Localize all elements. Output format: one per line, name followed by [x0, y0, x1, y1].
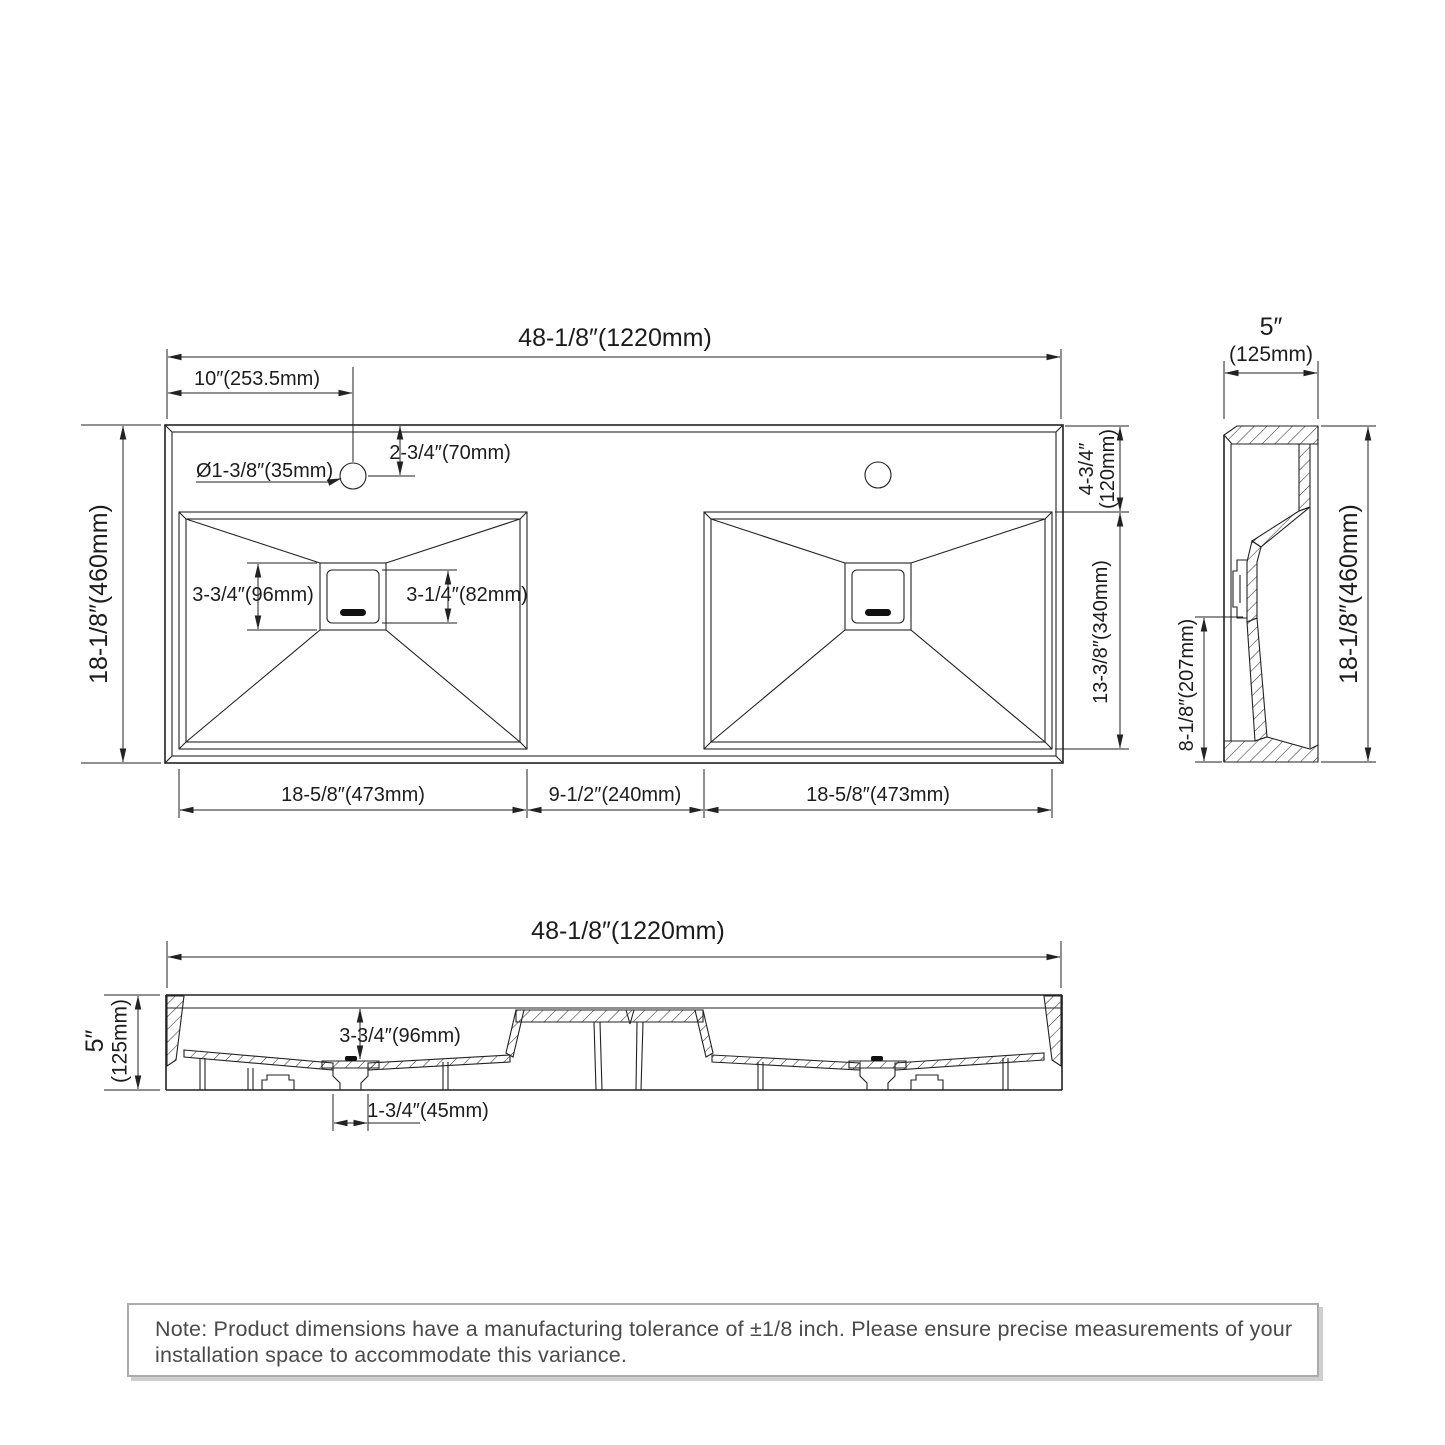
right-drain [845, 563, 911, 630]
dim-side-depth-in: 5″ [1259, 313, 1283, 341]
side-section-body [1224, 426, 1318, 762]
dim-faucet-offset: 10″(253.5mm) [193, 368, 321, 390]
dim-faucet-setback: 2-3/4″(70mm) [389, 442, 511, 464]
dim-side-height: 18-1/8″(460mm) [1335, 504, 1363, 684]
dim-drain-width: 1-3/4″(45mm) [367, 1100, 489, 1122]
left-drain [320, 563, 386, 630]
front-section-body [166, 995, 1062, 1090]
dim-basin-inner-depth: 3-3/4″(96mm) [339, 1025, 461, 1047]
dim-drain-inner: 3-1/4″(82mm) [406, 584, 528, 606]
faucet-hole-left [340, 463, 366, 489]
tolerance-note-text: Note: Product dimensions have a manufacturing tolerance of ±1/8 inch. Please ensure precise measurements of your installation space to accommodate this variance. [155, 1317, 1293, 1367]
dim-front-overall-width: 48-1/8″(1220mm) [531, 917, 725, 945]
faucet-hole-right [865, 462, 891, 488]
dim-right-basin-width: 18-5/8″(473mm) [806, 784, 950, 806]
right-drain-trap [849, 1056, 906, 1090]
dim-deck-depth-in: 4-3/4″ [1076, 442, 1098, 496]
dim-hole-diameter: Ø1-3/8″(35mm) [196, 460, 334, 482]
dim-overall-depth: 18-1/8″(460mm) [85, 504, 113, 684]
right-basin [704, 512, 1052, 749]
dim-basin-plan-depth: 13-3/8″(340mm) [1090, 560, 1112, 704]
dim-front-height-mm: (125mm) [108, 998, 132, 1084]
top-view [81, 324, 1129, 818]
tolerance-note [127, 1303, 1319, 1377]
dim-side-depth-mm: (125mm) [1228, 343, 1314, 366]
dim-drain-outer: 3-3/4″(96mm) [192, 584, 314, 606]
dim-drain-outlet-height: 8-1/8″(207mm) [1176, 618, 1198, 752]
dim-top-overall-width: 48-1/8″(1220mm) [518, 324, 712, 352]
dim-front-height-in: 5″ [81, 1029, 109, 1053]
dim-center-spacing: 9-1/2″(240mm) [548, 784, 682, 806]
side-view [1176, 313, 1376, 762]
dim-deck-depth-mm: (120mm) [1097, 428, 1119, 510]
front-view [81, 917, 1062, 1131]
left-basin [179, 512, 527, 749]
dim-left-basin-width: 18-5/8″(473mm) [281, 784, 425, 806]
left-drain-trap [322, 1056, 379, 1090]
front-view-dimensions [104, 941, 1061, 1131]
